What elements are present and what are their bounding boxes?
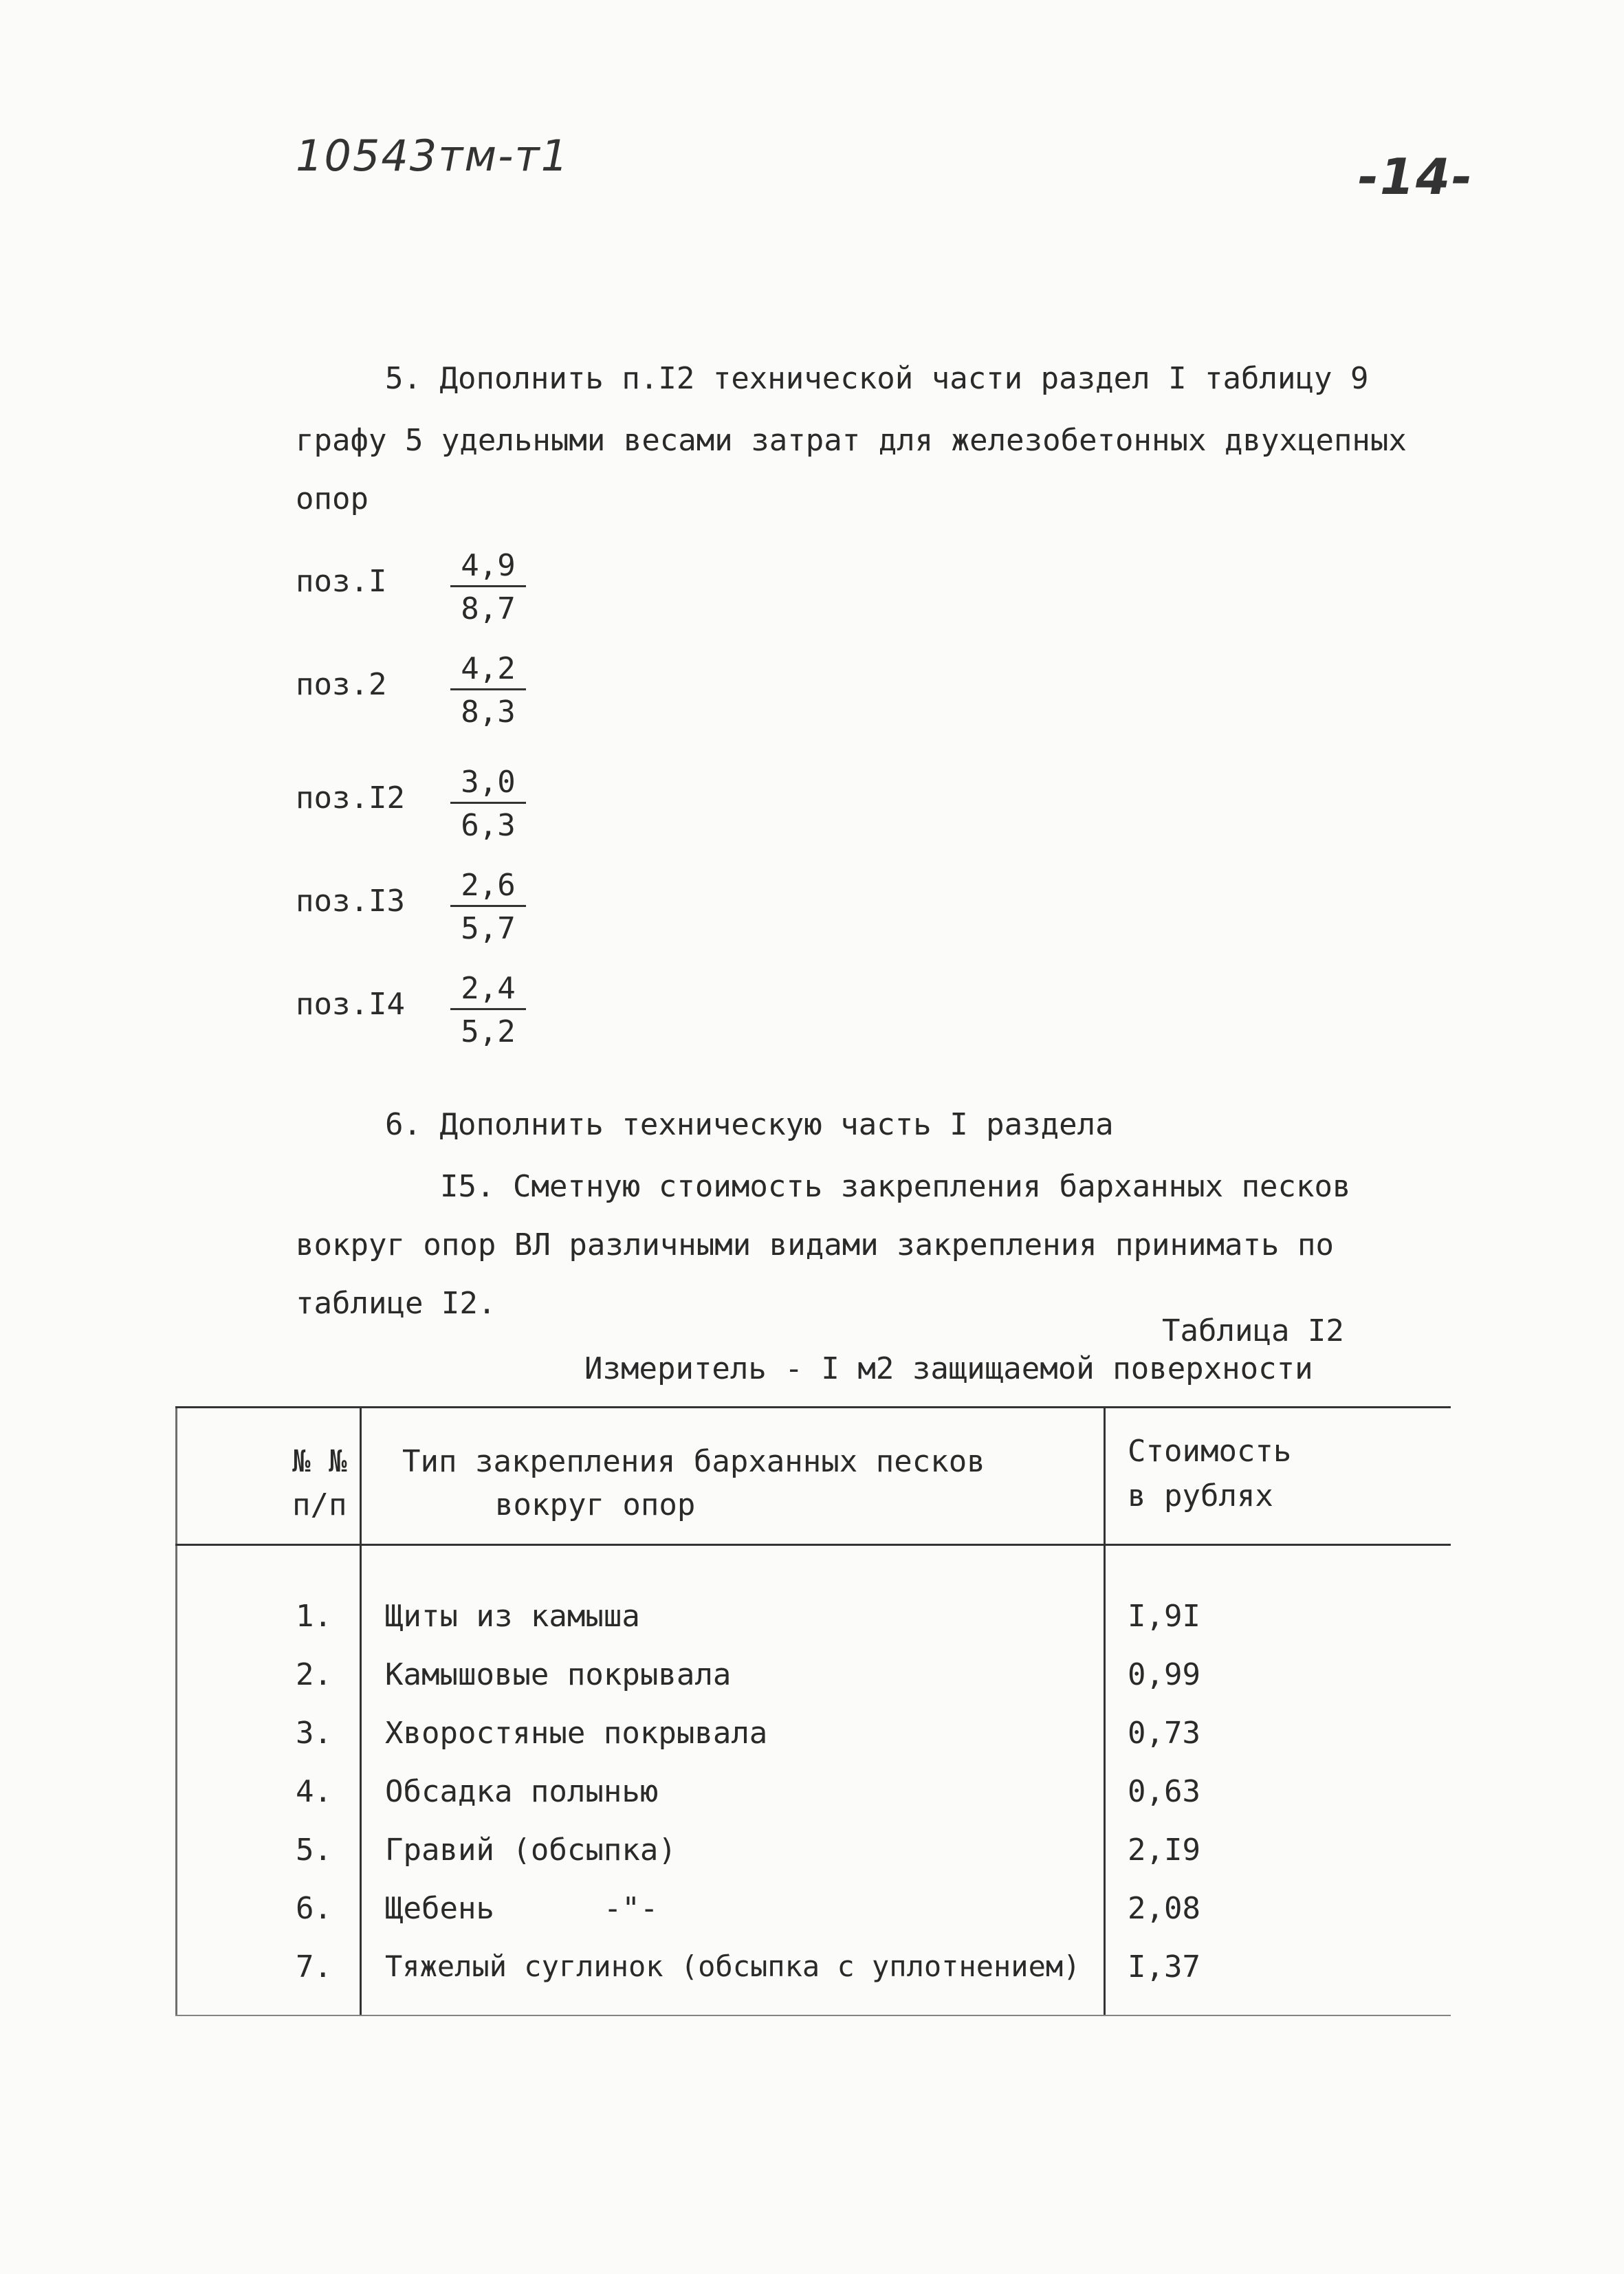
row-number: 1.: [296, 1599, 332, 1634]
row-cost: I,37: [1128, 1949, 1200, 1985]
item6-line3: вокруг опор ВЛ различными видами закрепления принимать по: [296, 1227, 1334, 1262]
fraction-denominator: 8,7: [461, 591, 516, 626]
header-type-line2: вокруг опор: [495, 1487, 696, 1522]
position-fraction: [450, 763, 526, 848]
row-type: Тяжелый суглинок (обсыпка с уплотнением): [385, 1949, 1081, 1983]
fraction-numerator: 3,0: [450, 763, 526, 804]
table-unit: Измеритель - I м2 защищаемой поверхности: [584, 1351, 1313, 1386]
table-col-rule-2: [1104, 1406, 1106, 2015]
table-col-rule-1: [360, 1406, 362, 2015]
item5-line3: опор: [296, 481, 369, 516]
item5-line2: графу 5 удельными весами затрат для железобетонных двухцепных: [296, 423, 1407, 458]
item5-line1: 5. Дополнить п.I2 технической части раздел I таблицу 9: [385, 361, 1369, 396]
table-left-rule: [175, 1406, 177, 2015]
fraction-numerator: 4,2: [450, 650, 526, 690]
cost-table: [175, 1406, 1451, 2018]
row-cost: 0,99: [1128, 1657, 1200, 1692]
position-fraction: [450, 866, 526, 951]
item6-line2: I5. Сметную стоимость закрепления барханных песков: [440, 1169, 1351, 1204]
fraction-denominator: 5,7: [461, 911, 516, 946]
row-type: Камышовые покрывала: [385, 1657, 732, 1692]
header-cost-line2: в рублях: [1128, 1478, 1273, 1513]
row-cost: 2,08: [1128, 1891, 1200, 1926]
row-number: 3.: [296, 1716, 332, 1751]
table-title: Таблица I2: [1162, 1313, 1344, 1348]
fraction-numerator: 2,6: [450, 866, 526, 907]
row-type: Щебень -"-: [385, 1891, 659, 1926]
position-label: поз.2: [296, 667, 387, 702]
row-type: Щиты из камыша: [385, 1599, 640, 1634]
item6-line1: 6. Дополнить техническую часть I раздела: [385, 1107, 1114, 1142]
position-label: поз.I2: [296, 780, 405, 816]
row-number: 5.: [296, 1833, 332, 1868]
position-fraction: [450, 970, 526, 1054]
position-fraction: [450, 547, 526, 631]
row-number: 6.: [296, 1891, 332, 1926]
position-label: поз.I: [296, 564, 387, 599]
fraction-numerator: 4,9: [450, 547, 526, 587]
position-fraction: [450, 650, 526, 734]
table-header-rule: [175, 1544, 1451, 1546]
fraction-numerator: 2,4: [450, 970, 526, 1010]
row-cost: 0,63: [1128, 1774, 1200, 1809]
page-number: -14-: [1358, 148, 1473, 206]
row-cost: 0,73: [1128, 1716, 1200, 1751]
header-cost-line1: Стоимость: [1128, 1434, 1292, 1469]
table-top-rule: [175, 1406, 1451, 1408]
row-cost: 2,I9: [1128, 1833, 1200, 1868]
position-label: поз.I4: [296, 987, 405, 1022]
header-type-line1: Тип закрепления барханных песков: [402, 1444, 985, 1479]
header-num-line1: № №: [292, 1444, 347, 1479]
fraction-denominator: 6,3: [461, 808, 516, 843]
item6-line4: таблице I2.: [296, 1286, 496, 1321]
row-type: Обсадка полынью: [385, 1774, 659, 1809]
header-num-line2: п/п: [292, 1487, 347, 1522]
row-number: 4.: [296, 1774, 332, 1809]
row-number: 2.: [296, 1657, 332, 1692]
fraction-denominator: 5,2: [461, 1014, 516, 1049]
row-cost: I,9I: [1128, 1599, 1200, 1634]
fraction-denominator: 8,3: [461, 695, 516, 730]
document-number: 10543тм-т1: [296, 131, 570, 181]
row-type: Гравий (обсыпка): [385, 1833, 677, 1868]
row-number: 7.: [296, 1949, 332, 1985]
position-label: поз.I3: [296, 884, 405, 919]
table-bottom-rule: [175, 2015, 1451, 2016]
row-type: Хворостяные покрывала: [385, 1716, 768, 1751]
